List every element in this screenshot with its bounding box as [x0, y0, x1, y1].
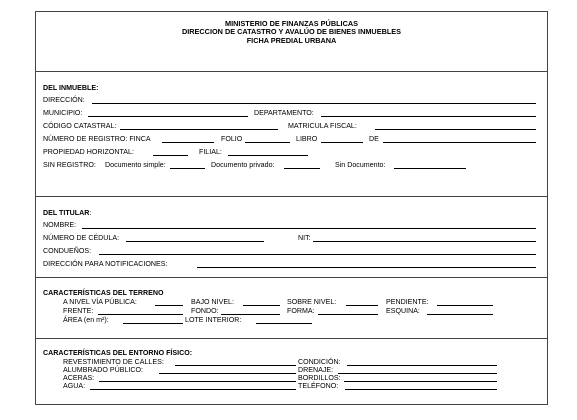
section-terreno: [36, 277, 547, 338]
directorate-title: DIRECCION DE CATASTRO Y AVALÚO DE BIENES INMUEBLES: [181, 27, 402, 37]
field-fondo[interactable]: [221, 314, 280, 315]
label-alumbrado-publico: ALUMBRADO PÚBLICO:: [63, 366, 144, 374]
field-lote-interior[interactable]: [256, 323, 312, 324]
label-telefono: TELÉFONO:: [298, 382, 339, 390]
label-filial: FILIAL:: [199, 148, 222, 156]
label-numero-cedula: NÚMERO DE CÉDULA:: [43, 234, 120, 242]
label-libro: LIBRO: [296, 135, 318, 143]
field-pendiente[interactable]: [437, 305, 493, 306]
field-bordillos[interactable]: [344, 381, 497, 382]
label-esquina: ESQUINA:: [386, 307, 420, 315]
field-libro[interactable]: [321, 142, 363, 143]
label-departamento: DEPARTAMENTO:: [254, 109, 314, 117]
section-entorno: [36, 338, 547, 405]
label-conduenos: CONDUEÑOS:: [43, 247, 92, 255]
label-direccion-notificaciones: DIRECCIÓN PARA NOTIFICACIONES:: [43, 260, 168, 268]
section-title-inmueble: DEL INMUEBLE:: [43, 84, 99, 92]
label-area: ÁREA (en m²):: [63, 316, 109, 324]
label-codigo-catastral: CÓDIGO CATASTRAL:: [43, 122, 117, 130]
field-aceras[interactable]: [99, 381, 296, 382]
label-de: DE: [369, 135, 379, 143]
field-finca[interactable]: [162, 142, 214, 143]
label-condicion: CONDICIÓN:: [298, 358, 341, 366]
section-title-entorno: CARACTERÍSTICAS DEL ENTORNO FÍSICO:: [43, 349, 193, 357]
label-numero-registro-finca: NÚMERO DE REGISTRO: FINCA: [43, 135, 151, 143]
section-titular: [36, 196, 547, 277]
field-alumbrado-publico[interactable]: [159, 373, 296, 374]
field-bajo-nivel[interactable]: [243, 305, 280, 306]
field-documento-privado[interactable]: [284, 168, 320, 169]
field-documento-simple[interactable]: [170, 168, 205, 169]
field-municipio[interactable]: [88, 116, 248, 117]
label-fondo: FONDO:: [191, 307, 219, 315]
field-numero-cedula[interactable]: [126, 241, 264, 242]
field-de[interactable]: [383, 142, 536, 143]
label-direccion: DIRECCIÓN:: [43, 96, 85, 104]
section-title-titular: DEL TITULAR:: [43, 209, 92, 217]
label-bajo-nivel: BAJO NIVEL:: [191, 298, 234, 306]
section-title-terreno: CARACTERÍSTICAS DEL TERRENO: [43, 289, 164, 297]
field-telefono[interactable]: [345, 389, 497, 390]
form-title: FICHA PREDIAL URBANA: [246, 35, 337, 45]
field-nit[interactable]: [313, 241, 536, 242]
label-documento-privado: Documento privado:: [211, 161, 275, 169]
label-lote-interior: LOTE INTERIOR:: [185, 316, 242, 324]
field-forma[interactable]: [318, 314, 378, 315]
field-folio[interactable]: [245, 142, 290, 143]
label-folio: FOLIO: [221, 135, 243, 143]
label-frente: FRENTE:: [63, 307, 94, 315]
field-filial[interactable]: [228, 155, 308, 156]
field-frente[interactable]: [98, 314, 183, 315]
label-documento-simple: Documento simple:: [105, 161, 166, 169]
field-sobre-nivel[interactable]: [346, 305, 378, 306]
field-agua[interactable]: [90, 389, 296, 390]
section-inmueble: [36, 71, 547, 196]
field-departamento[interactable]: [321, 116, 536, 117]
field-nombre[interactable]: [82, 228, 536, 229]
label-nombre: NOMBRE:: [43, 221, 77, 229]
label-aceras: ACERAS:: [63, 374, 95, 382]
field-matricula-fiscal[interactable]: [375, 129, 536, 130]
label-sin-registro: SIN REGISTRO:: [43, 161, 96, 169]
field-conduenos[interactable]: [99, 254, 536, 255]
field-drenaje[interactable]: [338, 373, 497, 374]
field-direccion[interactable]: [92, 103, 536, 104]
label-forma: FORMA:: [287, 307, 315, 315]
field-direccion-notificaciones[interactable]: [197, 267, 536, 268]
field-area[interactable]: [123, 323, 183, 324]
field-codigo-catastral[interactable]: [120, 129, 278, 130]
label-sin-documento: Sin Documento:: [335, 161, 386, 169]
label-nivel-via-publica: A NIVEL VÍA PÚBLICA:: [63, 298, 137, 306]
field-revestimiento-calles[interactable]: [175, 365, 296, 366]
label-pendiente: PENDIENTE:: [386, 298, 429, 306]
label-municipio: MUNICIPIO:: [43, 109, 83, 117]
field-condicion[interactable]: [347, 365, 497, 366]
label-matricula-fiscal: MATRICULA FISCAL:: [288, 122, 357, 130]
field-esquina[interactable]: [427, 314, 493, 315]
field-sin-documento[interactable]: [394, 168, 466, 169]
label-sobre-nivel: SOBRE NIVEL:: [287, 298, 337, 306]
form-header: [36, 12, 547, 45]
field-propiedad-horizontal[interactable]: [153, 155, 188, 156]
label-bordillos: BORDILLOS:: [298, 374, 341, 382]
label-revestimiento-calles: REVESTIMIENTO DE CALLES:: [63, 358, 164, 366]
label-propiedad-horizontal: PROPIEDAD HORIZONTAL:: [43, 148, 134, 156]
label-drenaje: DRENAJE:: [298, 366, 334, 374]
field-nivel-via-publica[interactable]: [155, 305, 183, 306]
ficha-predial-form: [35, 11, 548, 405]
ministry-title: MINISTERIO DE FINANZAS PÚBLICAS: [225, 19, 358, 28]
label-nit: NIT:: [298, 234, 311, 242]
label-agua: AGUA:: [63, 382, 86, 390]
